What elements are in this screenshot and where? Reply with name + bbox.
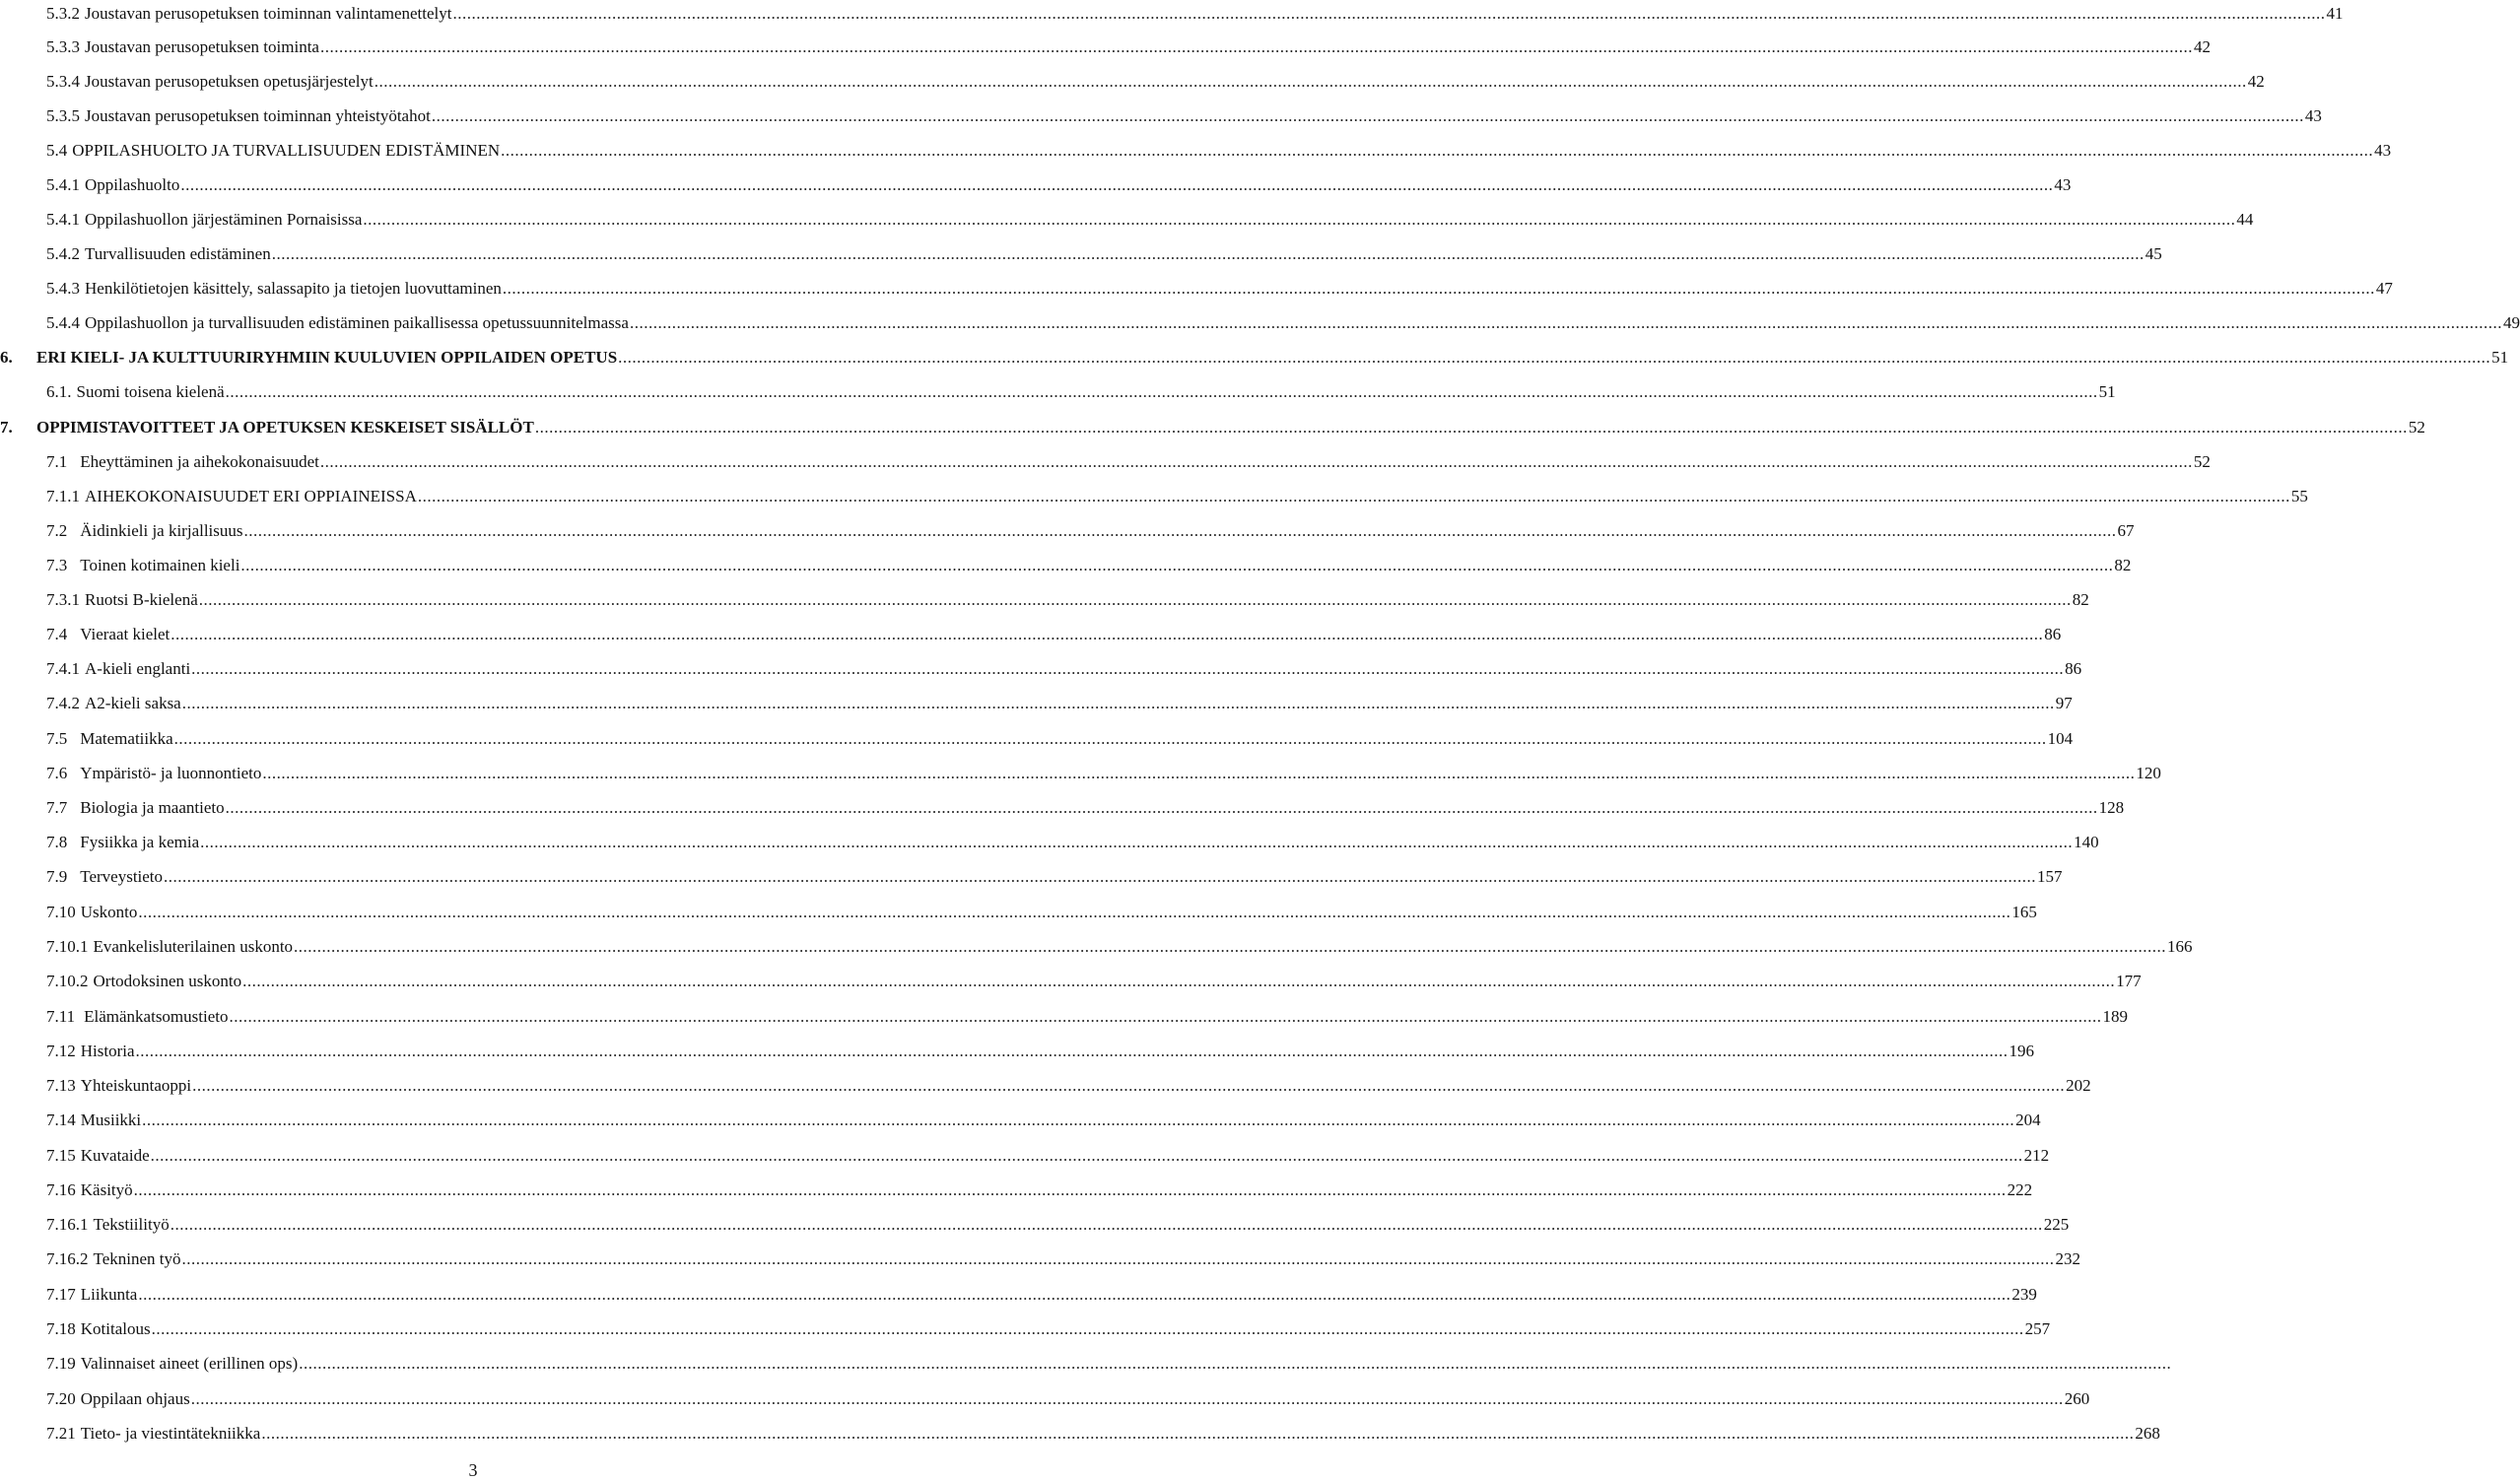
dot-leader: ................................................................................................................................................................................................................................................................................................................................................................................................................ xyxy=(190,1389,2064,1408)
toc-entry[interactable] xyxy=(46,309,2520,333)
dot-leader: ................................................................................................................................................................................................................................................................................................................................................................................................................ xyxy=(319,452,2193,471)
toc-entry-number: 7.6 xyxy=(46,764,68,782)
toc-entry-page: 104 xyxy=(2047,729,2074,748)
toc-entry-number: 5.4.4 xyxy=(46,313,80,332)
dot-leader: ................................................................................................................................................................................................................................................................................................................................................................................................................ xyxy=(151,1319,2024,1338)
toc-entry-page: 222 xyxy=(2007,1180,2033,1199)
toc-entry-number: 5.3.2 xyxy=(46,4,80,23)
toc-entry[interactable] xyxy=(46,1315,2051,1339)
dot-leader: ................................................................................................................................................................................................................................................................................................................................................................................................................ xyxy=(618,348,2491,367)
toc-entry-number: 5.3.4 xyxy=(46,72,80,91)
toc-entry-title: Evankelisluterilainen uskonto xyxy=(93,937,294,956)
toc-entry-number: 7.4.1 xyxy=(46,659,80,678)
toc-entry-page: 140 xyxy=(2074,833,2099,851)
toc-entry-page: 189 xyxy=(2102,1007,2128,1026)
toc-entry[interactable] xyxy=(46,34,2211,57)
toc-entry-number: 7.8 xyxy=(46,833,68,851)
toc-entry[interactable] xyxy=(46,137,2392,161)
toc-entry-title: Kotitalous xyxy=(80,1319,151,1338)
toc-entry-number: 7.3 xyxy=(46,556,68,574)
toc-entry-title: Liikunta xyxy=(80,1285,138,1304)
toc-entry[interactable] xyxy=(46,448,2211,472)
toc-entry-number: 5.3.3 xyxy=(46,37,80,56)
toc-entry-title: Joustavan perusopetuksen opetusjärjestelyt xyxy=(85,72,374,91)
toc-entry-title: Eheyttäminen ja aihekokonaisuudet xyxy=(80,452,319,471)
toc-entry-page: 268 xyxy=(2135,1424,2160,1443)
toc-entry-title: Ympäristö- ja luonnontieto xyxy=(80,764,262,782)
dot-leader: ................................................................................................................................................................................................................................................................................................................................................................................................................ xyxy=(261,1424,2135,1443)
toc-entry-page: 97 xyxy=(2055,694,2073,712)
toc-entry-page: 43 xyxy=(2304,106,2322,125)
toc-entry[interactable] xyxy=(46,68,2265,92)
dot-leader: ................................................................................................................................................................................................................................................................................................................................................................................................................ xyxy=(138,1285,2011,1304)
toc-entry-page: 232 xyxy=(2055,1249,2080,1268)
toc-entry-title: Vieraat kielet xyxy=(80,625,170,643)
toc-entry-page: 52 xyxy=(2193,452,2211,471)
toc-entry-number: 7.16.1 xyxy=(46,1215,89,1234)
toc-entry[interactable] xyxy=(46,1107,2041,1130)
toc-entry-page: 128 xyxy=(2098,798,2125,817)
toc-entry-title: OPPIMISTAVOITTEET JA OPETUKSEN KESKEISET SISÄLLÖT xyxy=(36,418,534,437)
toc-entry-number: 7.5 xyxy=(46,729,68,748)
dot-leader: ................................................................................................................................................................................................................................................................................................................................................................................................................ xyxy=(501,141,2374,160)
toc-entry[interactable] xyxy=(0,344,2509,368)
toc-entry-title: Biologia ja maantieto xyxy=(80,798,225,817)
toc-entry-number: 7.4.2 xyxy=(46,694,80,712)
toc-entry-page: 166 xyxy=(2167,937,2193,956)
dot-leader: ................................................................................................................................................................................................................................................................................................................................................................................................................ xyxy=(502,279,2375,298)
toc-entry-number: 7.7 xyxy=(46,798,68,817)
toc-entry[interactable] xyxy=(46,517,2135,541)
toc-entry-title: Turvallisuuden edistäminen xyxy=(85,244,271,263)
toc-entry-number: 7.15 xyxy=(46,1146,76,1165)
toc-entry-title: A2-kieli saksa xyxy=(85,694,181,712)
toc-entry[interactable] xyxy=(46,1038,2035,1061)
toc-entry-number: 7.21 xyxy=(46,1424,76,1443)
toc-entry-title: Tieto- ja viestintätekniikka xyxy=(80,1424,261,1443)
toc-entry-number: 7.11 xyxy=(46,1007,76,1026)
toc-entry-title: Matematiikka xyxy=(80,729,173,748)
toc-entry-page: 44 xyxy=(2236,210,2254,229)
toc-entry-page: 52 xyxy=(2408,418,2425,437)
dot-leader: ................................................................................................................................................................................................................................................................................................................................................................................................................ xyxy=(319,37,2193,56)
dot-leader: ................................................................................................................................................................................................................................................................................................................................................................................................................ xyxy=(192,1076,2066,1095)
toc-entry-page: 51 xyxy=(2491,348,2509,367)
toc-entry-title: Suomi toisena kielenä xyxy=(76,382,225,401)
page-number: 3 xyxy=(468,1460,478,1480)
toc-entry[interactable] xyxy=(46,102,2322,126)
toc-entry-number: 7.1 xyxy=(46,452,68,471)
toc-entry[interactable] xyxy=(46,1211,2070,1235)
toc-entry-page: 51 xyxy=(2098,382,2116,401)
toc-entry-title: Oppilashuollon järjestäminen Pornaisissa xyxy=(85,210,363,229)
toc-entry-title: Joustavan perusopetuksen toiminnan valintamenettelyt xyxy=(85,4,452,23)
toc-entry-title: Yhteiskuntaoppi xyxy=(80,1076,192,1095)
toc-entry-title: Valinnaiset aineet (erillinen ops) xyxy=(80,1354,299,1373)
dot-leader: ................................................................................................................................................................................................................................................................................................................................................................................................................ xyxy=(299,1354,2172,1373)
dot-leader: ................................................................................................................................................................................................................................................................................................................................................................................................................ xyxy=(262,764,2136,782)
toc-entry-number: 7.12 xyxy=(46,1042,76,1060)
toc-entry-title: Terveystieto xyxy=(80,867,164,886)
dot-leader: ................................................................................................................................................................................................................................................................................................................................................................................................................ xyxy=(164,867,2037,886)
toc-entry[interactable] xyxy=(46,1385,2090,1409)
toc-entry[interactable] xyxy=(46,968,2142,991)
toc-entry-page: 157 xyxy=(2037,867,2063,886)
toc-entry-title: Äidinkieli ja kirjallisuus xyxy=(80,521,243,540)
toc-entry[interactable] xyxy=(46,794,2125,818)
toc-entry[interactable] xyxy=(46,760,2161,783)
dot-leader: ................................................................................................................................................................................................................................................................................................................................................................................................................ xyxy=(181,694,2055,712)
dot-leader: ................................................................................................................................................................................................................................................................................................................................................................................................................ xyxy=(363,210,2236,229)
toc-entry-page: 120 xyxy=(2136,764,2161,782)
toc-entry-number: 7.10.1 xyxy=(46,937,89,956)
toc-entry[interactable] xyxy=(46,171,2072,195)
toc-entry-title: Toinen kotimainen kieli xyxy=(80,556,240,574)
toc-entry-page: 177 xyxy=(2116,972,2142,990)
toc-entry-number: 7.19 xyxy=(46,1354,76,1373)
dot-leader: ................................................................................................................................................................................................................................................................................................................................................................................................................ xyxy=(534,418,2408,437)
toc-entry-title: Oppilaan ohjaus xyxy=(80,1389,190,1408)
toc-entry-number: 7.16.2 xyxy=(46,1249,89,1268)
toc-entry-page: 239 xyxy=(2011,1285,2037,1304)
toc-entry[interactable] xyxy=(0,414,2425,438)
toc-entry-title: Oppilashuollon ja turvallisuuden edistäminen paikallisessa opetussuunnitelmassa xyxy=(85,313,629,332)
dot-leader: ................................................................................................................................................................................................................................................................................................................................................................................................................ xyxy=(198,590,2072,609)
toc-entry-page: 55 xyxy=(2290,487,2308,505)
toc-entry[interactable] xyxy=(46,899,2037,922)
toc-entry[interactable] xyxy=(46,1245,2080,1269)
toc-entry-page: 212 xyxy=(2023,1146,2050,1165)
toc-entry-page: 49 xyxy=(2502,313,2520,332)
toc-entry-title: Henkilötietojen käsittely, salassapito ja tietojen luovuttaminen xyxy=(85,279,502,298)
toc-entry-number: 7.1.1 xyxy=(46,487,80,505)
dot-leader: ................................................................................................................................................................................................................................................................................................................................................................................................................ xyxy=(242,972,2116,990)
toc-entry-number: 7.10.2 xyxy=(46,972,89,990)
toc-entry-number: 7.4 xyxy=(46,625,68,643)
toc-entry-title: Ruotsi B-kielenä xyxy=(85,590,198,609)
toc-entry[interactable] xyxy=(46,1350,2172,1374)
dot-leader: ................................................................................................................................................................................................................................................................................................................................................................................................................ xyxy=(431,106,2304,125)
toc-entry-title: Historia xyxy=(80,1042,135,1060)
toc-entry[interactable] xyxy=(46,483,2308,506)
toc-entry-number: 5.3.5 xyxy=(46,106,80,125)
dot-leader: ................................................................................................................................................................................................................................................................................................................................................................................................................ xyxy=(374,72,2247,91)
dot-leader: ................................................................................................................................................................................................................................................................................................................................................................................................................ xyxy=(138,903,2011,921)
toc-entry-page: 165 xyxy=(2011,903,2037,921)
toc-entry-title: Musiikki xyxy=(80,1111,142,1129)
toc-entry-number: 7.10 xyxy=(46,903,76,921)
toc-entry-page: 42 xyxy=(2193,37,2211,56)
dot-leader: ................................................................................................................................................................................................................................................................................................................................................................................................................ xyxy=(181,1249,2055,1268)
toc-entry-number: 7.18 xyxy=(46,1319,76,1338)
toc-entry[interactable] xyxy=(46,240,2162,264)
toc-entry[interactable] xyxy=(46,829,2099,852)
toc-entry[interactable] xyxy=(46,690,2073,713)
toc-entry-page: 225 xyxy=(2043,1215,2070,1234)
toc-entry[interactable] xyxy=(46,1003,2128,1027)
toc-entry-page: 86 xyxy=(2044,625,2062,643)
dot-leader: ................................................................................................................................................................................................................................................................................................................................................................................................................ xyxy=(629,313,2502,332)
toc-entry[interactable] xyxy=(46,586,2089,610)
toc-entry[interactable] xyxy=(46,0,2344,24)
toc-entry-number: 7.16 xyxy=(46,1180,76,1199)
toc-entry-number: 7.13 xyxy=(46,1076,76,1095)
toc-entry-number: 5.4.3 xyxy=(46,279,80,298)
toc-entry[interactable] xyxy=(46,863,2063,887)
dot-leader: ................................................................................................................................................................................................................................................................................................................................................................................................................ xyxy=(180,175,2054,194)
toc-entry-title: Joustavan perusopetuksen toiminta xyxy=(85,37,319,56)
toc-entry[interactable] xyxy=(46,552,2132,575)
toc-entry-title: Käsityö xyxy=(80,1180,133,1199)
toc-entry-number: 5.4.1 xyxy=(46,210,80,229)
dot-leader: ................................................................................................................................................................................................................................................................................................................................................................................................................ xyxy=(229,1007,2102,1026)
toc-entry-number: 7.17 xyxy=(46,1285,76,1304)
toc-entry-page: 45 xyxy=(2145,244,2162,263)
toc-entry-page: 82 xyxy=(2114,556,2132,574)
toc-entry-number: 6. xyxy=(0,348,13,367)
toc-entry-title: OPPILASHUOLTO JA TURVALLISUUDEN EDISTÄMINEN xyxy=(72,141,501,160)
dot-leader: ................................................................................................................................................................................................................................................................................................................................................................................................................ xyxy=(452,4,2326,23)
toc-entry-number: 7.9 xyxy=(46,867,68,886)
toc-entry-number: 5.4.2 xyxy=(46,244,80,263)
dot-leader: ................................................................................................................................................................................................................................................................................................................................................................................................................ xyxy=(243,521,2117,540)
dot-leader: ................................................................................................................................................................................................................................................................................................................................................................................................................ xyxy=(271,244,2145,263)
toc-entry-page: 260 xyxy=(2064,1389,2090,1408)
dot-leader: ................................................................................................................................................................................................................................................................................................................................................................................................................ xyxy=(225,798,2098,817)
toc-entry[interactable] xyxy=(46,1281,2037,1305)
toc-entry-title: Joustavan perusopetuksen toiminnan yhteistyötahot xyxy=(85,106,431,125)
dot-leader: ................................................................................................................................................................................................................................................................................................................................................................................................................ xyxy=(225,382,2098,401)
toc-entry[interactable] xyxy=(46,933,2193,957)
toc-entry-title: Tekninen työ xyxy=(93,1249,181,1268)
toc-entry[interactable] xyxy=(46,725,2074,749)
toc-entry-title: Tekstiilityö xyxy=(93,1215,170,1234)
toc-entry-title: Ortodoksinen uskonto xyxy=(93,972,242,990)
dot-leader: ................................................................................................................................................................................................................................................................................................................................................................................................................ xyxy=(170,1215,2043,1234)
toc-entry[interactable] xyxy=(46,1177,2033,1200)
toc-entry-number: 5.4.1 xyxy=(46,175,80,194)
toc-entry[interactable] xyxy=(46,1142,2050,1166)
toc-entry-title: AIHEKOKONAISUUDET ERI OPPIAINEISSA xyxy=(85,487,417,505)
toc-entry[interactable] xyxy=(46,275,2393,299)
toc-entry[interactable] xyxy=(46,1420,2160,1444)
dot-leader: ................................................................................................................................................................................................................................................................................................................................................................................................................ xyxy=(294,937,2167,956)
toc-entry-number: 5.4 xyxy=(46,141,68,160)
toc-entry[interactable] xyxy=(46,1072,2091,1096)
dot-leader: ................................................................................................................................................................................................................................................................................................................................................................................................................ xyxy=(200,833,2074,851)
dot-leader: ................................................................................................................................................................................................................................................................................................................................................................................................................ xyxy=(133,1180,2007,1199)
toc-entry-page: 196 xyxy=(2009,1042,2035,1060)
toc-entry[interactable] xyxy=(46,621,2062,644)
toc-entry-number: 7.20 xyxy=(46,1389,76,1408)
toc-entry-number: 7.14 xyxy=(46,1111,76,1129)
toc-entry-title: Fysiikka ja kemia xyxy=(80,833,200,851)
dot-leader: ................................................................................................................................................................................................................................................................................................................................................................................................................ xyxy=(170,625,2044,643)
toc-entry-page: 67 xyxy=(2117,521,2135,540)
dot-leader: ................................................................................................................................................................................................................................................................................................................................................................................................................ xyxy=(417,487,2290,505)
dot-leader: ................................................................................................................................................................................................................................................................................................................................................................................................................ xyxy=(173,729,2047,748)
toc-entry-title: ERI KIELI- JA KULTTUURIRYHMIIN KUULUVIEN OPPILAIDEN OPETUS xyxy=(36,348,618,367)
dot-leader: ................................................................................................................................................................................................................................................................................................................................................................................................................ xyxy=(150,1146,2023,1165)
toc-entry-page: 86 xyxy=(2065,659,2082,678)
toc-entry-title: Uskonto xyxy=(80,903,138,921)
toc-entry-page: 82 xyxy=(2072,590,2089,609)
toc-entry-title: Kuvataide xyxy=(80,1146,150,1165)
toc-entry-title: Oppilashuolto xyxy=(85,175,180,194)
toc-entry-page: 41 xyxy=(2326,4,2344,23)
dot-leader: ................................................................................................................................................................................................................................................................................................................................................................................................................ xyxy=(191,659,2065,678)
toc-entry-page: 43 xyxy=(2054,175,2072,194)
toc-entry-number: 7.3.1 xyxy=(46,590,80,609)
toc-entry-page: 202 xyxy=(2066,1076,2091,1095)
toc-entry-number: 7.2 xyxy=(46,521,68,540)
toc-entry-page: 204 xyxy=(2015,1111,2041,1129)
dot-leader: ................................................................................................................................................................................................................................................................................................................................................................................................................ xyxy=(135,1042,2009,1060)
toc-entry-page: 42 xyxy=(2247,72,2265,91)
toc-entry-page: 257 xyxy=(2024,1319,2051,1338)
toc-entry-number: 7. xyxy=(0,418,13,437)
toc-entry[interactable] xyxy=(46,655,2082,679)
toc-entry-title: A-kieli englanti xyxy=(85,659,191,678)
toc-entry-number: 6.1. xyxy=(46,382,72,401)
toc-entry[interactable] xyxy=(46,378,2116,402)
toc-entry-title: Elämänkatsomustieto xyxy=(84,1007,229,1026)
dot-leader: ................................................................................................................................................................................................................................................................................................................................................................................................................ xyxy=(142,1111,2015,1129)
dot-leader: ................................................................................................................................................................................................................................................................................................................................................................................................................ xyxy=(240,556,2114,574)
toc-entry[interactable] xyxy=(46,206,2254,230)
toc-entry-page: 47 xyxy=(2375,279,2393,298)
toc-entry-page: 43 xyxy=(2374,141,2392,160)
